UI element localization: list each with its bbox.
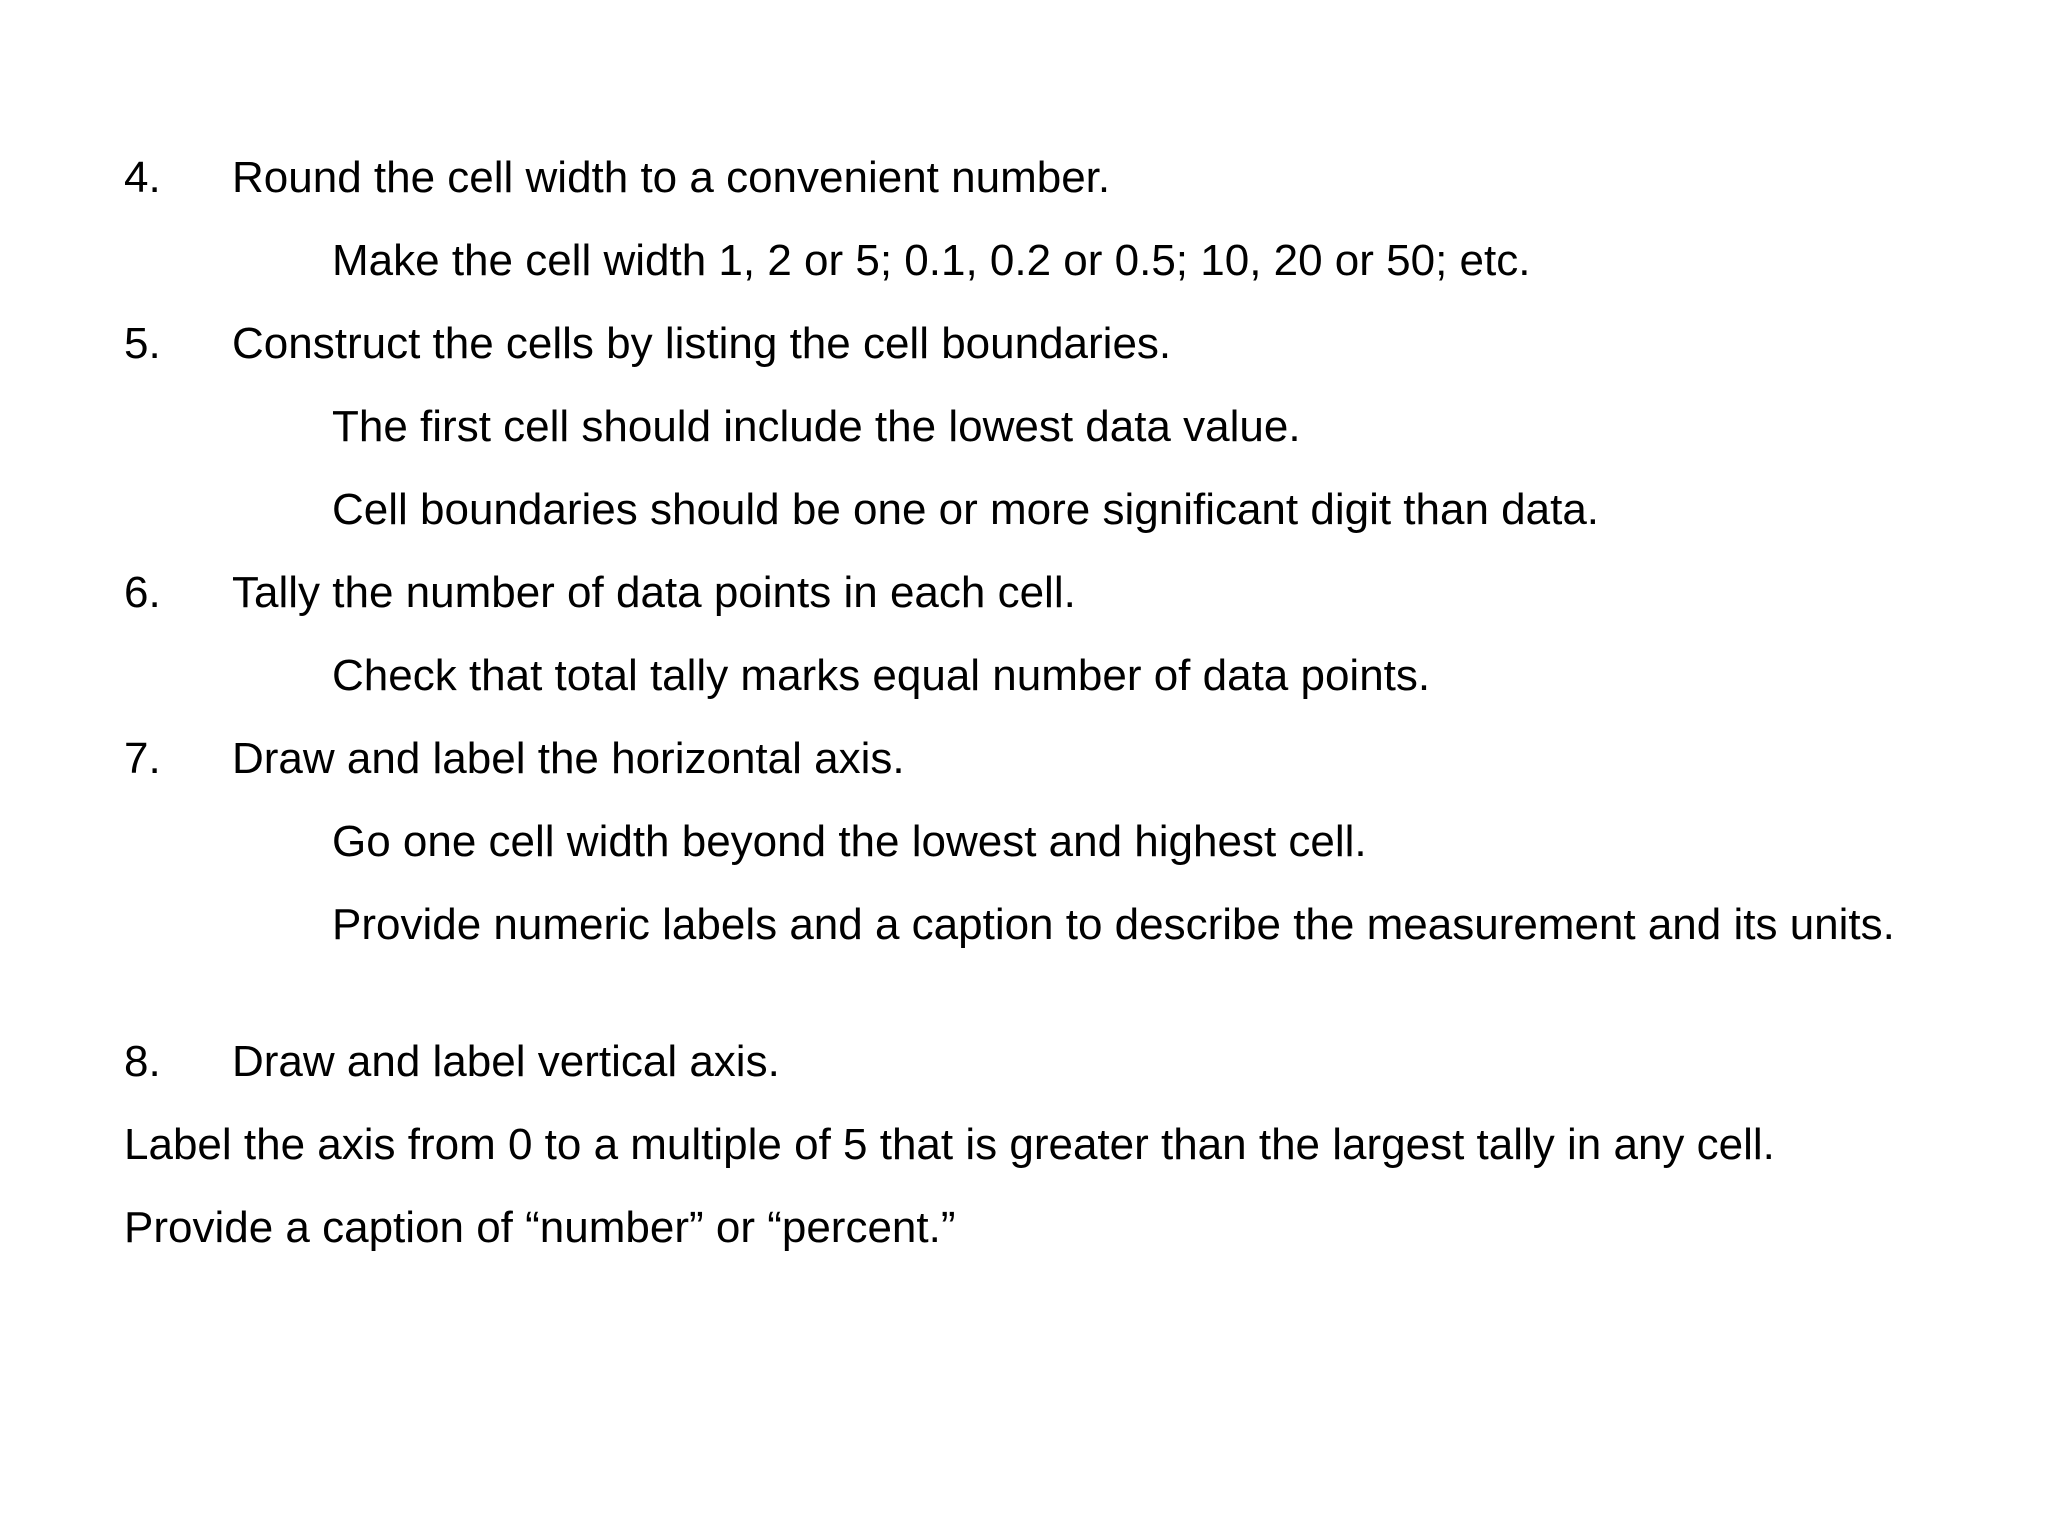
step-number: 5. (124, 319, 161, 368)
step-detail: Provide numeric labels and a caption to describe the measurement and its units. (332, 900, 1895, 949)
step-text: Draw and label vertical axis. (232, 1037, 780, 1086)
step-number: 4. (124, 153, 161, 202)
step-number: 8. (124, 1037, 161, 1086)
step-detail: Go one cell width beyond the lowest and highest cell. (332, 817, 1367, 866)
step-detail: Cell boundaries should be one or more significant digit than data. (332, 485, 1600, 534)
step-detail: Make the cell width 1, 2 or 5; 0.1, 0.2 or 0.5; 10, 20 or 50; etc. (332, 236, 1531, 285)
note-text: Provide a caption of “number” or “percent.” (124, 1203, 956, 1252)
step-text: Round the cell width to a convenient number. (232, 153, 1111, 202)
step-text: Construct the cells by listing the cell boundaries. (232, 319, 1172, 368)
step-text: Tally the number of data points in each cell. (232, 568, 1076, 617)
step-text: Draw and label the horizontal axis. (232, 734, 905, 783)
step-number: 6. (124, 568, 161, 617)
step-detail: The first cell should include the lowest data value. (332, 402, 1301, 451)
step-number: 7. (124, 734, 161, 783)
step-detail: Check that total tally marks equal number of data points. (332, 651, 1431, 700)
note-text: Label the axis from 0 to a multiple of 5 that is greater than the largest tally in any cell. (124, 1120, 1775, 1169)
